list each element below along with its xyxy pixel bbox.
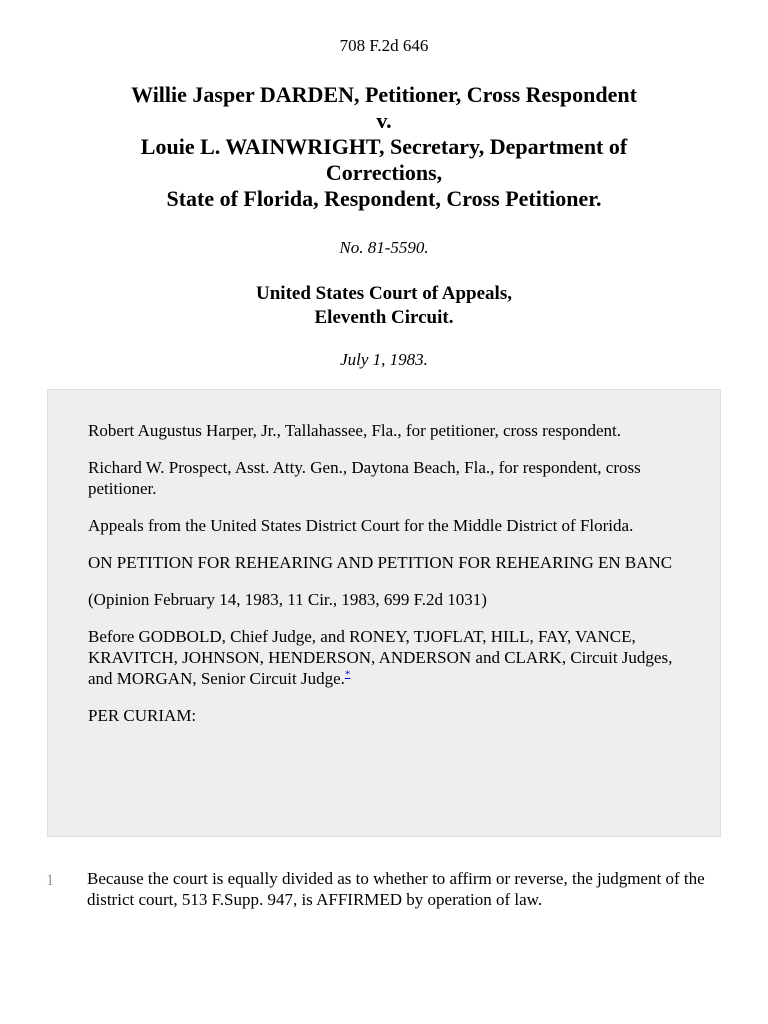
docket-number: No. 81-5590. bbox=[339, 238, 429, 257]
caption-respondent-line2: Corrections, bbox=[325, 160, 443, 185]
decision-date: July 1, 1983. bbox=[340, 350, 428, 369]
caption-versus: v. bbox=[376, 108, 392, 133]
panel-judges bbox=[88, 626, 680, 689]
paragraph-text: Because the court is equally divided as to whether to affirm or reverse, the judgment of the district court, 513 F.Supp. 947, is AFFIRMED by operation of law. bbox=[87, 869, 705, 909]
paragraph-number: 1 bbox=[46, 872, 54, 889]
appeal-from: Appeals from the United States District Court for the Middle District of Florida. bbox=[88, 516, 634, 535]
case-caption bbox=[60, 82, 708, 212]
court-name-line1: United States Court of Appeals, bbox=[256, 283, 512, 304]
opinion-reference: (Opinion February 14, 1983, 11 Cir., 1983, 699 F.2d 1031) bbox=[88, 590, 487, 609]
panel-judges-text: Before GODBOLD, Chief Judge, and RONEY, TJOFLAT, HILL, FAY, VANCE, KRAVITCH, JOHNSON, HENDERSON, ANDERSON and CLARK, Circuit Judges, and MORGAN, Senior Circuit Judge. bbox=[88, 627, 673, 688]
court-name bbox=[0, 282, 768, 330]
counsel-petitioner: Robert Augustus Harper, Jr., Tallahassee, Fla., for petitioner, cross respondent. bbox=[88, 421, 621, 440]
citation: 708 F.2d 646 bbox=[339, 36, 429, 55]
footnote-link[interactable]: * bbox=[344, 668, 351, 681]
caption-respondent-line3: State of Florida, Respondent, Cross Petitioner. bbox=[166, 186, 602, 211]
caption-respondent-line1: Louie L. WAINWRIGHT, Secretary, Department of bbox=[140, 134, 628, 159]
prelims-box bbox=[47, 389, 721, 837]
per-curiam: PER CURIAM: bbox=[88, 706, 197, 725]
petition-heading: ON PETITION FOR REHEARING AND PETITION FOR REHEARING EN BANC bbox=[88, 553, 673, 572]
counsel-respondent: Richard W. Prospect, Asst. Atty. Gen., Daytona Beach, Fla., for respondent, cross petitioner. bbox=[88, 458, 641, 498]
caption-petitioner: Willie Jasper DARDEN, Petitioner, Cross Respondent bbox=[131, 82, 637, 107]
court-name-line2: Eleventh Circuit. bbox=[314, 307, 454, 328]
